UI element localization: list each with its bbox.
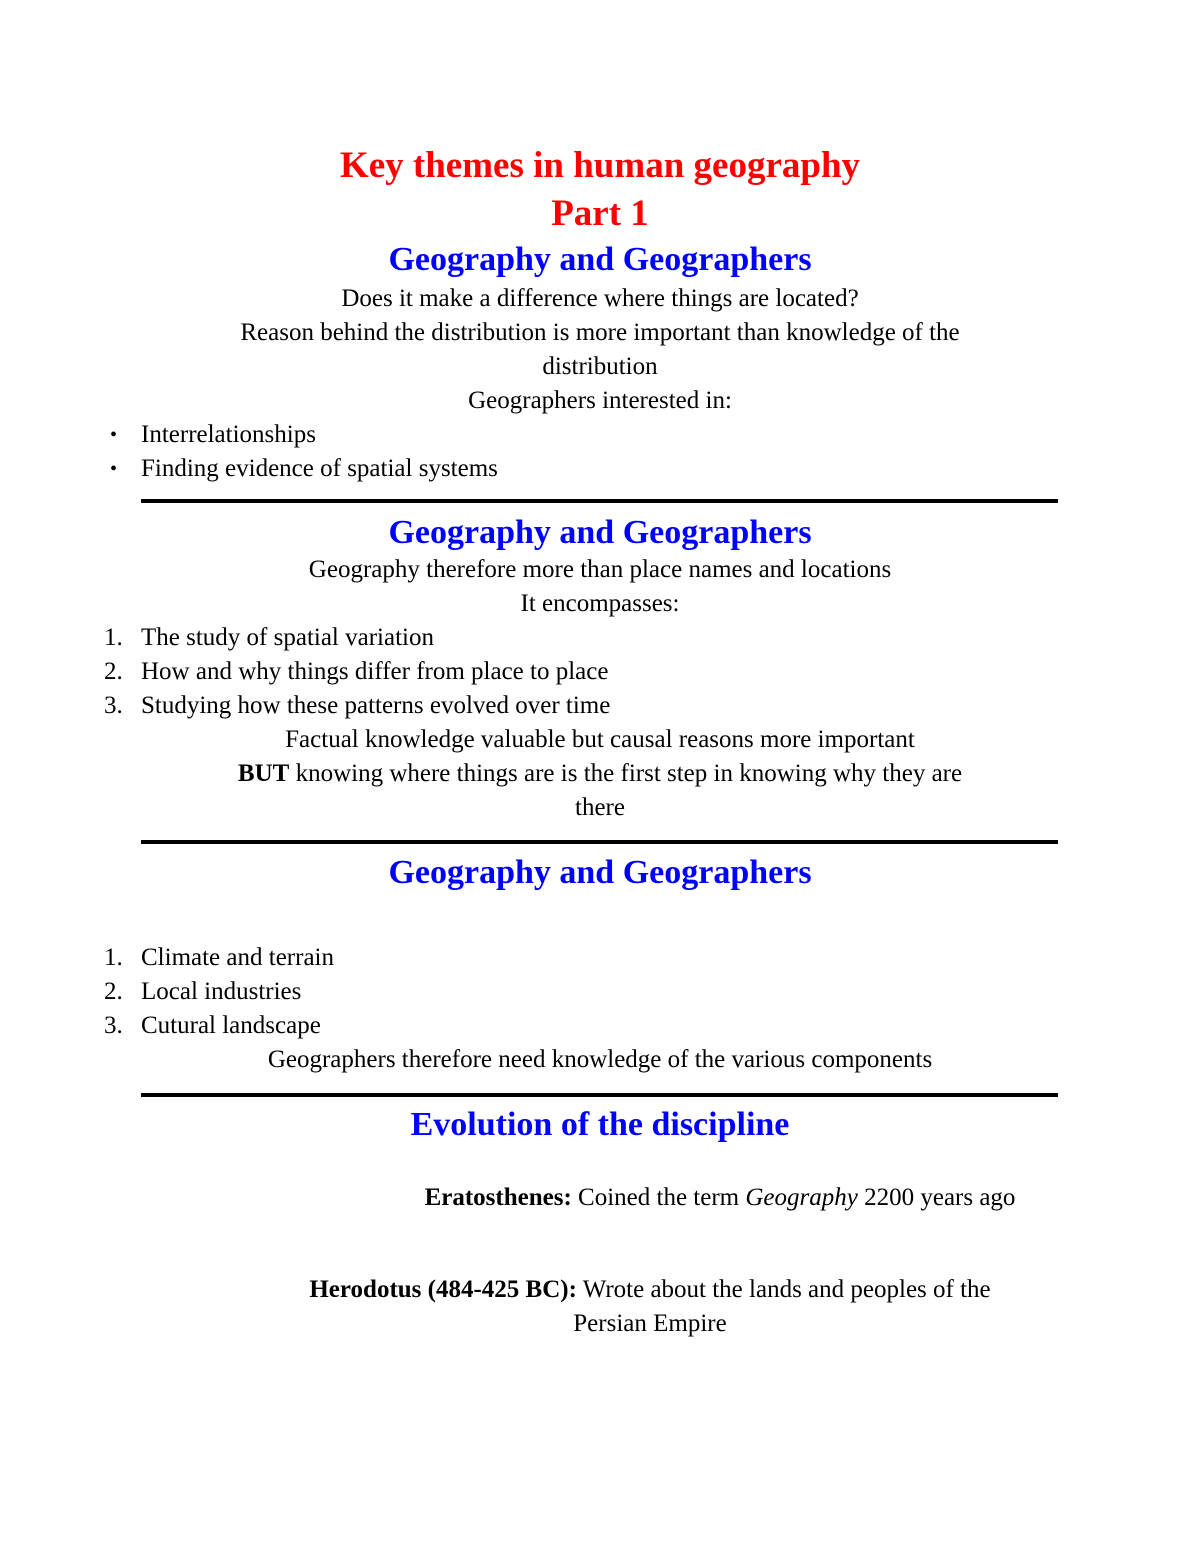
list-item bbox=[0, 452, 1200, 486]
number-marker: 2. bbox=[104, 978, 123, 1005]
section-2 bbox=[0, 513, 1200, 825]
page-subtitle: Part 1 bbox=[551, 193, 649, 234]
entry-name: Herodotus (484-425 BC): bbox=[309, 1276, 577, 1303]
list-item-text: Finding evidence of spatial systems bbox=[141, 455, 498, 482]
list-item bbox=[0, 1009, 1200, 1043]
bullet-list bbox=[0, 418, 1200, 486]
number-marker: 3. bbox=[104, 692, 123, 719]
title-block bbox=[0, 142, 1200, 238]
body-line: Reason behind the distribution is more important than knowledge of the bbox=[240, 319, 960, 346]
body-text-span: 2200 years ago bbox=[857, 1184, 1016, 1211]
list-item-text: Studying how these patterns evolved over time bbox=[141, 692, 611, 719]
section-4 bbox=[0, 1105, 1200, 1145]
body-line: It encompasses: bbox=[520, 590, 680, 617]
body-line: Geographers interested in: bbox=[468, 387, 732, 414]
bullet-marker: • bbox=[110, 424, 118, 446]
body-line: Geographers therefore need knowledge of the various components bbox=[267, 1046, 933, 1073]
list-item bbox=[0, 975, 1200, 1009]
body-text-span: Coined the term bbox=[571, 1184, 746, 1211]
section-heading: Geography and Geographers bbox=[388, 854, 812, 891]
number-marker: 1. bbox=[104, 624, 123, 651]
body-line: Factual knowledge valuable but causal reasons more important bbox=[285, 726, 915, 753]
body-line bbox=[100, 1273, 1200, 1307]
list-item-text: Local industries bbox=[141, 978, 302, 1005]
eratosthenes-entry bbox=[240, 1181, 1200, 1215]
section-heading: Geography and Geographers bbox=[388, 514, 812, 551]
list-item-text: The study of spatial variation bbox=[141, 624, 434, 651]
list-item-text: Interrelationships bbox=[141, 421, 316, 448]
list-item bbox=[0, 689, 1200, 723]
horizontal-rule bbox=[141, 499, 1058, 503]
italic-term: Geography bbox=[745, 1184, 858, 1211]
list-item bbox=[0, 621, 1200, 655]
section-1 bbox=[0, 240, 1200, 486]
horizontal-rule bbox=[141, 1093, 1058, 1097]
section-3 bbox=[0, 853, 1200, 1077]
numbered-list bbox=[0, 621, 1200, 723]
section-heading: Evolution of the discipline bbox=[410, 1106, 790, 1143]
section-heading: Geography and Geographers bbox=[388, 241, 812, 278]
body-line: Persian Empire bbox=[573, 1310, 727, 1337]
numbered-list bbox=[0, 941, 1200, 1043]
body-text-span: Wrote about the lands and peoples of the bbox=[576, 1276, 991, 1303]
list-item-text: Cutural landscape bbox=[141, 1012, 321, 1039]
emphasis-text: BUT bbox=[237, 760, 290, 787]
number-marker: 2. bbox=[104, 658, 123, 685]
body-line: distribution bbox=[542, 353, 658, 380]
body-line bbox=[240, 1181, 1200, 1215]
list-item bbox=[0, 941, 1200, 975]
horizontal-rule bbox=[141, 840, 1058, 844]
list-item-text: Climate and terrain bbox=[141, 944, 334, 971]
number-marker: 1. bbox=[104, 944, 123, 971]
entry-name: Eratosthenes: bbox=[424, 1184, 572, 1211]
herodotus-entry bbox=[100, 1273, 1200, 1341]
body-line: Geography therefore more than place names and locations bbox=[308, 556, 892, 583]
body-text-span: knowing where things are is the first step in knowing why they are bbox=[289, 760, 963, 787]
number-marker: 3. bbox=[104, 1012, 123, 1039]
list-item bbox=[0, 655, 1200, 689]
bullet-marker: • bbox=[110, 458, 118, 480]
body-line bbox=[0, 757, 1200, 791]
page-title: Key themes in human geography bbox=[339, 145, 861, 186]
body-line: Does it make a difference where things are located? bbox=[341, 285, 859, 312]
list-item-text: How and why things differ from place to place bbox=[141, 658, 609, 685]
body-line: there bbox=[575, 794, 625, 821]
list-item bbox=[0, 418, 1200, 452]
